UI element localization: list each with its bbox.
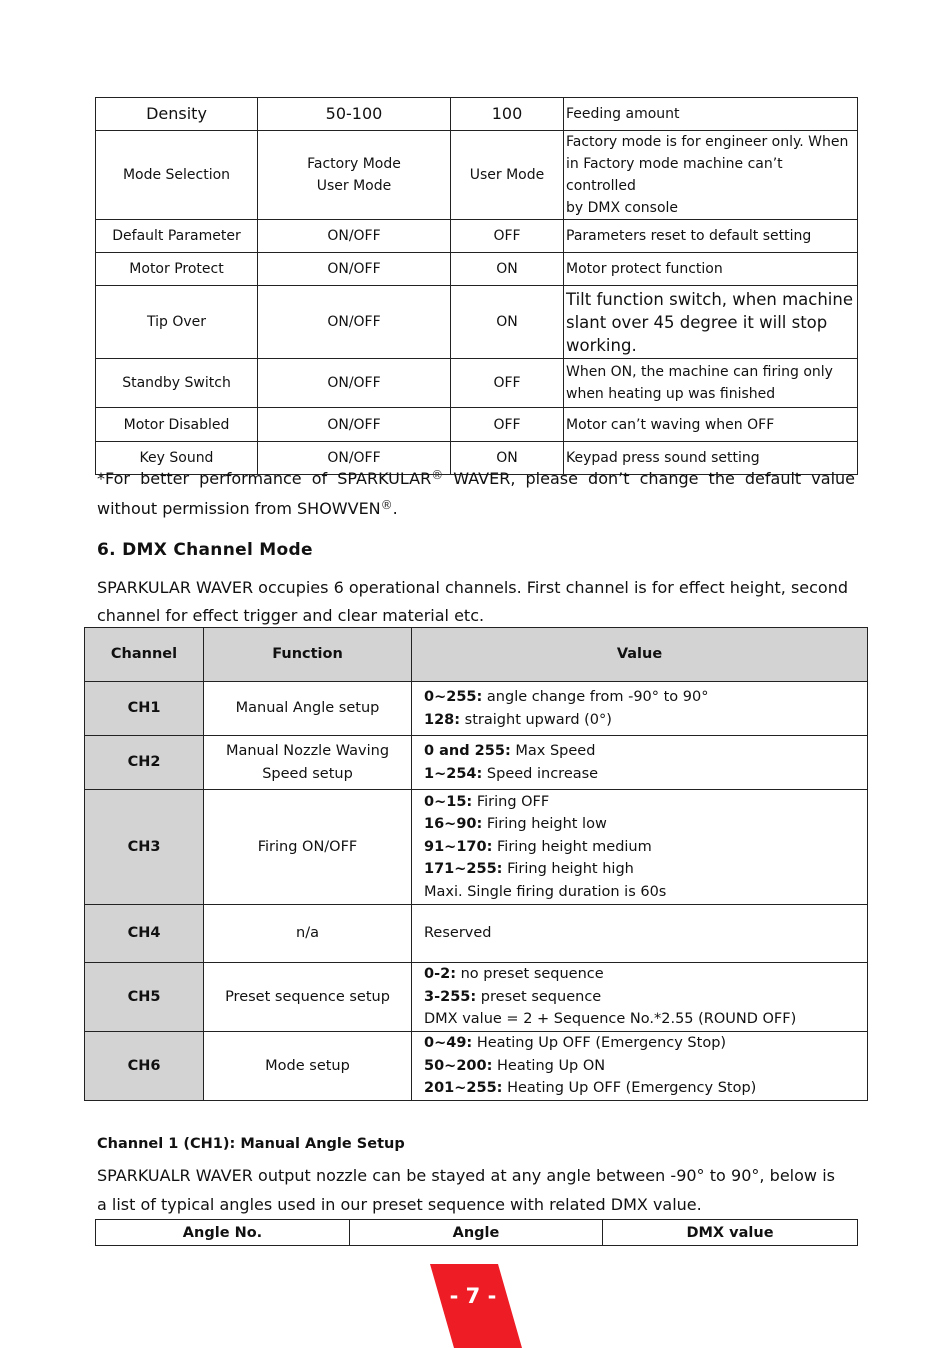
table-row [96, 408, 858, 442]
param-name: Motor Disabled [96, 408, 258, 442]
header-angle: Angle [350, 1220, 603, 1246]
registered-mark: ® [380, 498, 393, 512]
channel-cell: CH5 [85, 963, 204, 1032]
param-default: ON [451, 286, 564, 359]
subsection-title: Channel 1 (CH1): Manual Angle Setup [97, 1136, 405, 1152]
value-cell: Reserved [412, 905, 868, 963]
table-row [96, 220, 858, 253]
table-header-row [96, 1220, 858, 1246]
param-default: ON [451, 442, 564, 475]
param-desc: Feeding amount [564, 98, 858, 131]
param-default: ON [451, 253, 564, 286]
dmx-channel-table [84, 627, 868, 1101]
param-range: ON/OFF [258, 286, 451, 359]
param-name: Mode Selection [96, 131, 258, 220]
function-cell: Manual Angle setup [204, 682, 412, 736]
header-function: Function [204, 628, 412, 682]
channel-cell: CH3 [85, 790, 204, 905]
table-row [96, 98, 858, 131]
function-cell: n/a [204, 905, 412, 963]
param-default: OFF [451, 359, 564, 408]
channel-cell: CH2 [85, 736, 204, 790]
param-name: Density [96, 98, 258, 131]
header-channel: Channel [85, 628, 204, 682]
param-range: ON/OFF [258, 442, 451, 475]
param-range: Factory Mode User Mode [258, 131, 451, 220]
param-default: OFF [451, 220, 564, 253]
value-cell: 0~15: Firing OFF 16~90: Firing height low 91~170: Firing height medium 171~255: Firing height high Maxi. Single firing duration is 60s [412, 790, 868, 905]
param-desc: Motor can’t waving when OFF [564, 408, 858, 442]
table-row [85, 905, 868, 963]
param-range: ON/OFF [258, 359, 451, 408]
section-title: 6. DMX Channel Mode [97, 540, 313, 560]
param-desc: Keypad press sound setting [564, 442, 858, 475]
function-cell: Preset sequence setup [204, 963, 412, 1032]
page-number-badge [430, 1264, 522, 1348]
value-cell: 0 and 255: Max Speed 1~254: Speed increase [412, 736, 868, 790]
param-default: User Mode [451, 131, 564, 220]
param-desc: When ON, the machine can firing only when heating up was finished [564, 359, 858, 408]
param-default: OFF [451, 408, 564, 442]
table-row [96, 131, 858, 220]
value-cell: 0-2: no preset sequence 3-255: preset sequence DMX value = 2 + Sequence No.*2.55 (ROUND OFF) [412, 963, 868, 1032]
channel-cell: CH4 [85, 905, 204, 963]
table-row [85, 682, 868, 736]
function-cell: Mode setup [204, 1032, 412, 1101]
channel-cell: CH1 [85, 682, 204, 736]
function-cell: Firing ON/OFF [204, 790, 412, 905]
value-cell: 0~49: Heating Up OFF (Emergency Stop) 50~200: Heating Up ON 201~255: Heating Up OFF (Emergency Stop) [412, 1032, 868, 1101]
table-header-row [85, 628, 868, 682]
header-angle-no: Angle No. [96, 1220, 350, 1246]
param-name: Default Parameter [96, 220, 258, 253]
param-range: 50-100 [258, 98, 451, 131]
table-row [96, 286, 858, 359]
settings-table [95, 97, 858, 475]
default-value-note: *For better performance of SPARKULAR® WAVER, please don’t change the default value without permission from SHOWVEN®. [97, 468, 855, 518]
function-cell: Manual Nozzle Waving Speed setup [204, 736, 412, 790]
value-cell: 0~255: angle change from -90° to 90° 128: straight upward (0°) [412, 682, 868, 736]
table-row [96, 253, 858, 286]
subsection-text: SPARKUALR WAVER output nozzle can be stayed at any angle between -90° to 90°, below is a list of typical angles used in our preset sequence with related DMX value. [97, 1166, 835, 1214]
table-row [85, 963, 868, 1032]
registered-mark: ® [431, 468, 444, 482]
header-value: Value [412, 628, 868, 682]
page-number: - 7 - [449, 1284, 497, 1308]
header-dmx-value: DMX value [603, 1220, 858, 1246]
param-name: Tip Over [96, 286, 258, 359]
param-range: ON/OFF [258, 408, 451, 442]
table-row [85, 1032, 868, 1101]
channel-cell: CH6 [85, 1032, 204, 1101]
param-name: Standby Switch [96, 359, 258, 408]
table-row [85, 736, 868, 790]
param-range: ON/OFF [258, 253, 451, 286]
param-name: Motor Protect [96, 253, 258, 286]
table-row [96, 359, 858, 408]
table-row [85, 790, 868, 905]
param-range: ON/OFF [258, 220, 451, 253]
angle-table [95, 1219, 858, 1246]
param-name: Key Sound [96, 442, 258, 475]
section-text: SPARKULAR WAVER occupies 6 operational channels. First channel is for effect height, second channel for effect trigger and clear material etc. [97, 578, 849, 625]
param-desc: Tilt function switch, when machine slant over 45 degree it will stop working. [564, 286, 858, 359]
param-desc: Parameters reset to default setting [564, 220, 858, 253]
param-desc: Factory mode is for engineer only. When in Factory mode machine can’t controlled by DMX console [564, 131, 858, 220]
param-default: 100 [451, 98, 564, 131]
param-desc: Motor protect function [564, 253, 858, 286]
